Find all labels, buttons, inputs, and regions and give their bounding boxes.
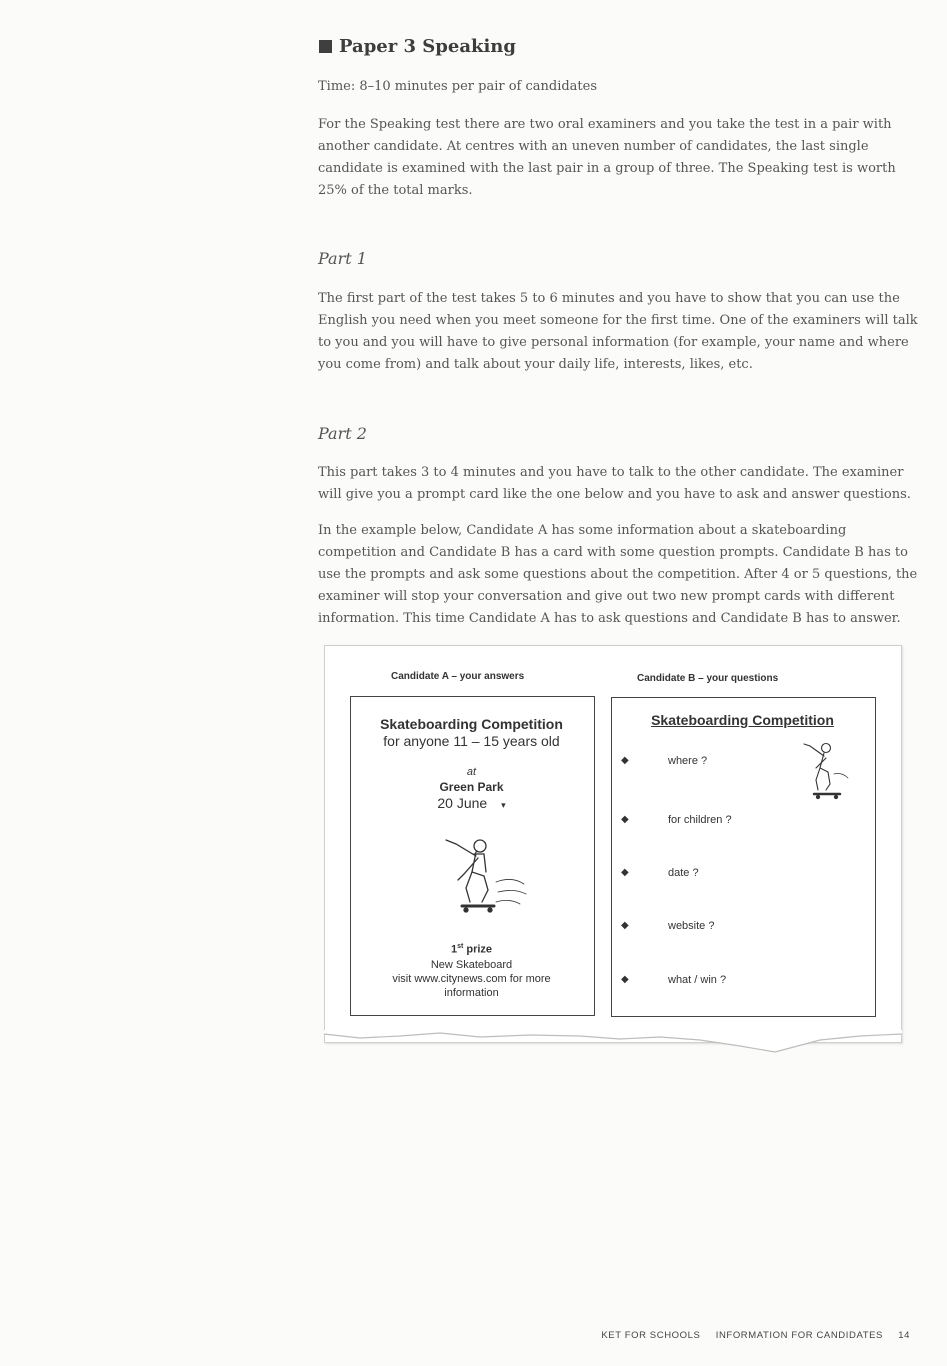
bullet-icon: ◆ [621,814,629,825]
bullet-icon: ◆ [621,920,629,931]
section-heading [319,36,516,57]
prompt-where: where ? [668,755,708,767]
torn-edge-decoration [320,1030,905,1058]
small-skateboarder-icon [800,738,852,802]
square-bullet-icon [319,40,332,53]
prompt-for-children: for children ? [668,814,732,826]
card-a-at: at [466,766,477,778]
card-b-title: Skateboarding Competition [651,712,834,728]
page-footer [0,1330,910,1341]
part2-paragraph-2: In the example below, Candidate A has some information about a skateboarding competition and Candidate B has a card with some question prompts. Candidate B has to use the prompts and ask some questions about the competition. After 4 or 5 questions, the examiner will stop your conversation and give out two new prompt cards with different information. This time Candidate A has to ask questions and Candidate B has to answer. [318,523,918,626]
card-a-visit: visit www.citynews.com for more [392,973,551,985]
heading-text: Paper 3 Speaking [339,36,516,57]
bullet-icon: ◆ [621,974,629,985]
prize-number: 1 [450,943,458,956]
card-a-title: Skateboarding Competition [380,716,563,732]
footer-section-name: INFORMATION FOR CANDIDATES [715,1330,883,1341]
skateboarder-illustration [436,832,532,922]
part2-heading: Part 2 [318,424,367,443]
card-a-prize-item: New Skateboard [430,959,513,971]
prompt-date: date ? [668,867,699,879]
card-a-place: Green Park [439,780,504,794]
card-a-date-row [350,795,593,811]
card-a-subtitle: for anyone 11 – 15 years old [383,733,560,749]
part1-heading: Part 1 [318,249,367,268]
bullet-icon: ◆ [621,755,629,766]
card-a-prize-row [350,943,593,956]
footer-exam-name: KET FOR SCHOOLS [601,1330,701,1341]
bullet-icon: ◆ [621,867,629,878]
card-a-date: 20 June [437,795,488,811]
arrow-icon: ▾ [501,800,506,810]
prompt-what-win: what / win ? [668,974,727,986]
prompt-website: website ? [668,920,715,932]
intro-paragraph: For the Speaking test there are two oral examiners and you take the test in a pair with another candidate. At centres with an uneven number of candidates, the last single candidate is examined with the last pair in a group of three. The Speaking test is worth 25% of the total marks. [318,117,896,198]
prize-word: prize [466,943,493,956]
page-number: 14 [898,1330,910,1341]
card-a-information: information [444,987,499,999]
time-text: Time: 8–10 minutes per pair of candidates [318,79,598,94]
part1-paragraph: The first part of the test takes 5 to 6 minutes and you have to show that you can use the English you need when you meet someone for the first time. One of the examiners will talk to you and you will have to give personal information (for example, your name and where you come from) and talk about your daily life, interests, likes, etc. [318,291,918,372]
candidate-b-label: Candidate B – your questions [637,673,779,684]
prize-suffix: st [457,943,464,950]
part2-paragraph-1: This part takes 3 to 4 minutes and you have to talk to the other candidate. The examiner will give you a prompt card like the one below and you have to ask and answer questions. [318,465,911,502]
candidate-a-label: Candidate A – your answers [391,671,525,682]
